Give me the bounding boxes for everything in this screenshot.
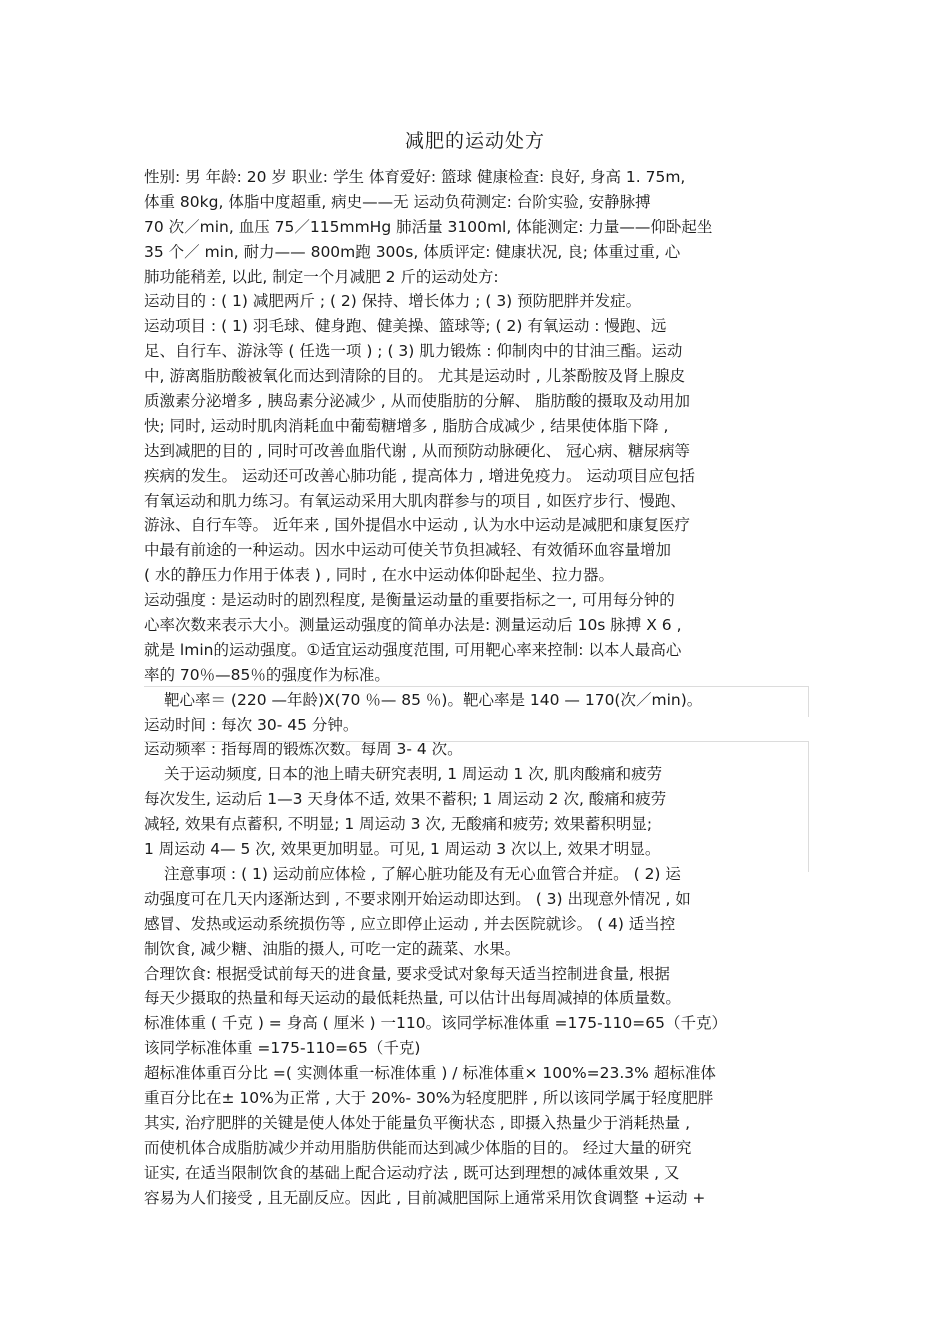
text-line-36: 该同学标准体重 =175-110=65（千克) xyxy=(144,1039,421,1058)
text-line-13: 疾病的发生。 运动还可改善心肺功能 , 提高体力 , 增进免疫力。 运动项目应包括 xyxy=(144,466,695,485)
text-line-34: 每天少摄取的热量和每天运动的最低耗热量, 可以估计出每周减掉的体质量数。 xyxy=(144,989,681,1008)
text-line-29: 注意事项 : ( 1) 运动前应体检 , 了解心脏功能及有无心血管合并症。 ( 2) 运 xyxy=(164,864,681,883)
text-line-33: 合理饮食: 根据受试前每天的进食量, 要求受试对象每天适当控制进食量, 根据 xyxy=(144,964,670,983)
text-line-25: 关于运动频度, 日本的池上晴夫研究表明, 1 周运动 1 次, 肌肉酸痛和疲劳 xyxy=(164,765,663,784)
text-line-7: 运动项目 : ( 1) 羽毛球、健身跑、健美操、篮球等; ( 2) 有氧运动 : 慢跑、远 xyxy=(144,317,667,336)
text-line-40: 而使机体合成脂肪减少并动用脂肪供能而达到减少体脂的目的。 经过大量的研究 xyxy=(144,1138,692,1157)
text-line-1: 性别: 男 年龄: 20 岁 职业: 学生 体育爱好: 篮球 健康检查: 良好, 身高 1. 75m, xyxy=(144,168,686,186)
text-line-27: 减轻, 效果有点蓄积, 不明显; 1 周运动 3 次, 无酸痛和疲劳; 效果蓄积明显; xyxy=(144,815,653,834)
text-line-31: 感冒、发热或运动系统损伤等 , 应立即停止运动 , 并去医院就诊。 ( 4) 适当控 xyxy=(144,914,676,933)
text-line-35: 标准体重 ( 千克 ) = 身高 ( 厘米 ) 一110。该同学标准体重 =175-110=65（千克） xyxy=(144,1014,727,1033)
document-title: 减肥的运动处方 xyxy=(404,130,545,152)
text-line-12: 达到减肥的目的 , 同时可改善血脂代谢 , 从而预防动脉硬化、 冠心病、糖尿病等 xyxy=(144,441,690,460)
document-body xyxy=(144,165,816,1210)
text-line-22: 靶心率＝ (220 —年龄)X(70 ％— 85 ％)。靶心率是 140 — 170(次／min)。 xyxy=(164,690,703,709)
text-line-10: 质激素分泌增多 , 胰岛素分泌减少 , 从而使脂肪的分解、 脂肪酸的摄取及动用加 xyxy=(144,392,690,411)
text-line-5: 肺功能稍差, 以此, 制定一个月减肥 2 斤的运动处方: xyxy=(144,267,499,286)
text-line-28: 1 周运动 4— 5 次, 效果更加明显。可见, 1 周运动 3 次以上, 效果才明显。 xyxy=(144,840,661,859)
text-line-14: 有氧运动和肌力练习。有氧运动采用大肌肉群参与的项目 , 如医疗步行、慢跑、 xyxy=(144,491,686,510)
text-line-38: 重百分比在± 10%为正常 , 大于 20%- 30%为轻度肥胖 , 所以该同学属于轻度肥胖 xyxy=(144,1088,714,1107)
text-line-16: 中最有前途的一种运动。因水中运动可使关节负担减轻、有效循环血容量增加 xyxy=(144,541,672,560)
text-line-42: 容易为人们接受 , 且无副反应。因此 , 目前减肥国际上通常采用饮食调整 +运动 + xyxy=(144,1188,706,1207)
text-line-23: 运动时间 : 每次 30- 45 分钟。 xyxy=(144,715,359,734)
text-line-6: 运动目的 : ( 1) 减肥两斤 ; ( 2) 保持、增长体力 ; ( 3) 预防肥胖并发症。 xyxy=(144,292,642,311)
text-line-19: 心率次数来表示大小。测量运动强度的简单办法是: 测量运动后 10s 脉搏 X 6 , xyxy=(144,616,682,635)
text-line-17: ( 水的静压力作用于体表 ) , 同时 , 在水中运动体仰卧起坐、拉力器。 xyxy=(144,566,615,585)
text-line-18: 运动强度 : 是运动时的剧烈程度, 是衡量运动量的重要指标之一, 可用每分钟的 xyxy=(144,591,675,610)
text-line-9: 中, 游离脂肪酸被氧化而达到清除的目的。 尤其是运动时 , 儿茶酚胺及肾上腺皮 xyxy=(144,367,686,386)
text-line-11: 快; 同时, 运动时肌肉消耗血中葡萄糖增多 , 脂肪合成减少 , 结果使体脂下降 , xyxy=(144,416,669,435)
text-line-24: 运动频率 : 指每周的锻炼次数。每周 3- 4 次。 xyxy=(144,740,463,759)
text-line-41: 证实, 在适当限制饮食的基础上配合运动疗法 , 既可达到理想的减体重效果 , 又 xyxy=(144,1163,680,1182)
text-line-20: 就是 lmin的运动强度。①适宜运动强度范围, 可用靶心率来控制: 以本人最高心 xyxy=(144,640,682,659)
text-line-30: 动强度可在几天内逐渐达到 , 不要求刚开始运动即达到。 ( 3) 出现意外情况 , 如 xyxy=(144,889,691,908)
text-line-39: 其实, 治疗肥胖的关键是使人体处于能量负平衡状态 , 即摄入热量少于消耗热量 , xyxy=(144,1113,690,1132)
text-line-21: 率的 70％—85％的强度作为标准。 xyxy=(144,665,390,684)
text-line-8: 足、自行车、游泳等 ( 任选一项 ) ; ( 3) 肌力锻炼 : 仰制肉中的甘油三酯。运动 xyxy=(144,342,683,361)
text-line-37: 超标准体重百分比 =( 实测体重一标准体重 ) / 标准体重× 100%=23.3% 超标准体 xyxy=(144,1064,716,1083)
text-line-26: 每次发生, 运动后 1—3 天身体不适, 效果不蓄积; 1 周运动 2 次, 酸痛和疲劳 xyxy=(144,790,667,809)
text-line-2: 体重 80kg, 体脂中度超重, 病史——无 运动负荷测定: 台阶实验, 安静脉搏 xyxy=(144,192,651,211)
text-line-32: 制饮食, 减少糖、油脂的摄人, 可吃一定的蔬菜、水果。 xyxy=(144,939,521,958)
text-line-15: 游泳、自行车等。 近年来 , 国外提倡水中运动 , 认为水中运动是减肥和康复医疗 xyxy=(144,516,690,535)
text-line-4: 35 个／ min, 耐力—— 800m跑 300s, 体质评定: 健康状况, 良; 体重过重, 心 xyxy=(144,242,681,261)
text-line-3: 70 次／min, 血压 75／115mmHg 肺活量 3100ml, 体能测定: 力量——仰卧起坐 xyxy=(144,217,713,236)
